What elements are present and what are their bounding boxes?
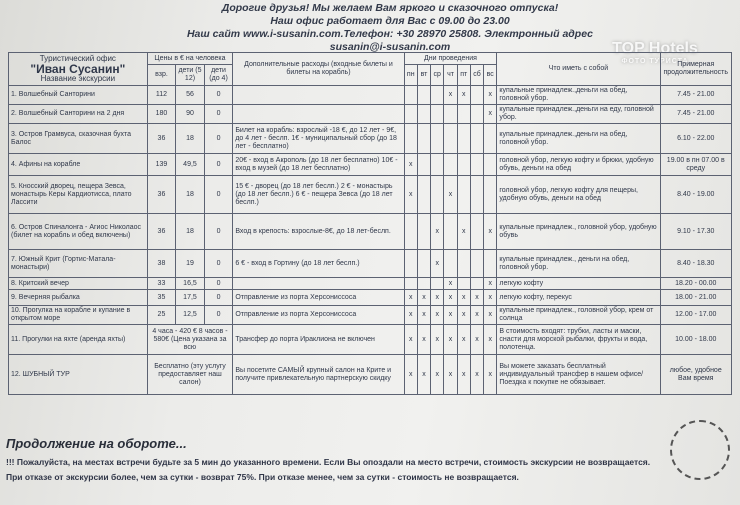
day-mark-cell: x [484, 214, 497, 250]
day-mark-cell: x [484, 290, 497, 306]
price-infant-cell: 0 [204, 278, 233, 290]
price-cell: 4 часа - 420 € 8 часов - 580€ (Цена указана за всю [147, 325, 233, 355]
footer-note-arrival: !!! Пожалуйста, на местах встречи будьте за 5 мин до указанного времени. Если Вы опоздали на место встречи, стоимость экскурсии не возвращается. [6, 457, 651, 467]
day-mark-cell [431, 278, 444, 290]
day-mark-cell: x [404, 290, 417, 306]
day-mark-cell: x [470, 306, 483, 325]
day-mark-cell [470, 124, 483, 154]
price-adult-cell: 25 [147, 306, 176, 325]
day-sun: вс [484, 65, 497, 86]
day-wed: ср [431, 65, 444, 86]
extra-costs-cell [233, 278, 404, 290]
day-mark-cell [484, 250, 497, 278]
table-row [9, 306, 732, 325]
excursion-name-cell: 12. ШУБНЫЙ ТУР [9, 355, 148, 395]
day-mark-cell [417, 176, 430, 214]
day-mark-cell [470, 250, 483, 278]
day-mark-cell: x [484, 306, 497, 325]
duration-cell: 19.00 в пн 07.00 в среду [660, 154, 731, 176]
price-adult-cell: 112 [147, 86, 176, 105]
day-mark-cell [417, 124, 430, 154]
price-child-cell: 18 [176, 176, 205, 214]
day-mark-cell: x [444, 86, 457, 105]
duration-cell: 18.00 - 21.00 [660, 290, 731, 306]
excursion-name-cell: 11. Прогулки на яхте (аренда яхты) [9, 325, 148, 355]
price-child-cell: 49,5 [176, 154, 205, 176]
bring-header: Что иметь с собой [497, 53, 660, 86]
day-mark-cell: x [444, 290, 457, 306]
day-tue: вт [417, 65, 430, 86]
excursion-name-cell: 9. Вечерняя рыбалка [9, 290, 148, 306]
price-infant-cell: 0 [204, 124, 233, 154]
day-mark-cell: x [404, 176, 417, 214]
day-mark-cell [417, 250, 430, 278]
header-hours: Наш офис работает для Вас с 09.00 до 23.00 [270, 15, 510, 27]
excursions-table [8, 52, 732, 395]
day-mark-cell: x [457, 325, 470, 355]
day-mark-cell: x [431, 214, 444, 250]
day-mon: пн [404, 65, 417, 86]
extra-costs-cell: Трансфер до порта Ираклиона не включен [233, 325, 404, 355]
watermark-brand: TOP Hotels [612, 40, 698, 57]
table-row [9, 124, 732, 154]
price-infant-cell: 0 [204, 306, 233, 325]
price-adult-cell: 36 [147, 124, 176, 154]
duration-cell: 18.20 - 00.00 [660, 278, 731, 290]
header-contacts: Наш сайт www.i-susanin.com.Телефон: +30 28970 25808. Электронный адрес susanin@i-susanin.com [186, 28, 594, 53]
office-name: "Иван Сусанин" [30, 62, 126, 76]
day-mark-cell [444, 124, 457, 154]
excursion-name-cell: 4. Афины на корабле [9, 154, 148, 176]
office-cell [9, 53, 148, 86]
excursion-name-cell: 8. Критский вечер [9, 278, 148, 290]
extra-costs-cell: Вы посетите САМЫЙ крупный салон на Крите и получите привлекательную партнерскую скидку [233, 355, 404, 395]
day-mark-cell [470, 86, 483, 105]
extra-costs-cell: 6 € - вход в Гортину (до 18 лет беслп.) [233, 250, 404, 278]
duration-cell: 8.40 - 19.00 [660, 176, 731, 214]
day-mark-cell: x [484, 105, 497, 124]
day-mark-cell [404, 278, 417, 290]
price-adult-cell: 180 [147, 105, 176, 124]
table-body [9, 86, 732, 395]
day-mark-cell [484, 124, 497, 154]
day-mark-cell [431, 86, 444, 105]
day-mark-cell [404, 124, 417, 154]
price-infant-cell: 0 [204, 86, 233, 105]
price-child-cell: 56 [176, 86, 205, 105]
day-mark-cell [431, 176, 444, 214]
child2-header: дети (до 4) [204, 65, 233, 86]
day-mark-cell [457, 250, 470, 278]
extra-costs-cell: Билет на корабль: взрослый -18 €, до 12 лет - 9€, до 4 лет - беслп. 1€ - муниципальный сбор (до 18 лет - бесплатно) [233, 124, 404, 154]
extra-costs-cell: Отправление из порта Херсониссоса [233, 306, 404, 325]
day-mark-cell [417, 154, 430, 176]
day-mark-cell [457, 105, 470, 124]
price-adult-cell: 35 [147, 290, 176, 306]
day-mark-cell [444, 214, 457, 250]
day-mark-cell: x [457, 290, 470, 306]
price-adult-cell: 33 [147, 278, 176, 290]
table-row [9, 290, 732, 306]
price-adult-cell: 139 [147, 154, 176, 176]
price-child-cell: 19 [176, 250, 205, 278]
excursion-name-cell: 1. Волшебный Санторини [9, 86, 148, 105]
excursion-name-cell: 7. Южный Крит (Гортис-Матала-монастыри) [9, 250, 148, 278]
price-infant-cell: 0 [204, 176, 233, 214]
day-mark-cell [457, 278, 470, 290]
price-adult-cell: 38 [147, 250, 176, 278]
day-mark-cell [470, 214, 483, 250]
adult-header: взр. [147, 65, 176, 86]
price-infant-cell: 0 [204, 105, 233, 124]
day-mark-cell [404, 214, 417, 250]
day-mark-cell [444, 105, 457, 124]
day-mark-cell [404, 250, 417, 278]
day-mark-cell [417, 105, 430, 124]
bring-cell: В стоимость входят: трубки, ласты и маски, снасти для морской рыбалки, фрукты и вода, полотенца. [497, 325, 660, 355]
bring-cell: купальные принадлеж., головной убор, крем от солнца [497, 306, 660, 325]
table-row [9, 154, 732, 176]
child1-header: дети (5 12) [176, 65, 205, 86]
duration-header: Примерная продолжительность [660, 53, 731, 86]
duration-cell: 7.45 - 21.00 [660, 86, 731, 105]
day-mark-cell: x [444, 355, 457, 395]
price-infant-cell: 0 [204, 214, 233, 250]
duration-cell: 6.10 - 22.00 [660, 124, 731, 154]
excursion-name-cell: 10. Прогулка на корабле и купание в открытом море [9, 306, 148, 325]
day-mark-cell: x [470, 325, 483, 355]
day-fri: пт [457, 65, 470, 86]
header [180, 2, 600, 54]
duration-cell: 7.45 - 21.00 [660, 105, 731, 124]
footer-title: Продолжение на обороте... [6, 436, 187, 451]
day-mark-cell [417, 214, 430, 250]
office-label: Туристический офис [39, 54, 116, 63]
table-row [9, 86, 732, 105]
header-greeting: Дорогие друзья! Мы желаем Вам яркого и сказочного отпуска! [221, 2, 559, 14]
day-mark-cell: x [484, 325, 497, 355]
day-mark-cell: x [431, 306, 444, 325]
day-mark-cell: x [431, 250, 444, 278]
sun-stamp [670, 420, 730, 480]
day-mark-cell: x [404, 306, 417, 325]
extra-costs-cell [233, 105, 404, 124]
footer-note-refund: При отказе от экскурсии более, чем за сутки - возврат 75%. При отказе менее, чем за сутки - стоимость не возвращается. [6, 472, 519, 482]
day-mark-cell [431, 105, 444, 124]
bring-cell: легкую кофту, перекус [497, 290, 660, 306]
day-mark-cell: x [417, 355, 430, 395]
day-mark-cell [484, 154, 497, 176]
table-row [9, 214, 732, 250]
day-mark-cell [417, 278, 430, 290]
day-mark-cell: x [484, 278, 497, 290]
table-row [9, 176, 732, 214]
price-infant-cell: 0 [204, 250, 233, 278]
duration-cell: 10.00 - 18.00 [660, 325, 731, 355]
day-mark-cell [470, 105, 483, 124]
table-row [9, 325, 732, 355]
day-mark-cell: x [444, 306, 457, 325]
day-mark-cell [470, 278, 483, 290]
duration-cell: 12.00 - 17.00 [660, 306, 731, 325]
day-mark-cell: x [470, 355, 483, 395]
bring-cell: головной убор, легкую кофту и брюки, удобную обувь, деньги на обед [497, 154, 660, 176]
prices-header: Цены в € на человека [147, 53, 233, 65]
bring-cell: купальные принадлеж.,деньги на обед, головной убор. [497, 86, 660, 105]
day-mark-cell: x [431, 355, 444, 395]
day-mark-cell: x [444, 325, 457, 355]
day-mark-cell [431, 124, 444, 154]
price-child-cell: 12,5 [176, 306, 205, 325]
price-child-cell: 17,5 [176, 290, 205, 306]
day-mark-cell: x [484, 355, 497, 395]
day-mark-cell: x [404, 154, 417, 176]
extra-costs-cell: Отправление из порта Херсониссоса [233, 290, 404, 306]
day-mark-cell: x [404, 355, 417, 395]
day-mark-cell: x [431, 325, 444, 355]
day-mark-cell [404, 86, 417, 105]
bring-cell: купальные принадлеж.,деньги на обед, головной убор. [497, 124, 660, 154]
day-mark-cell: x [457, 86, 470, 105]
day-thu: чт [444, 65, 457, 86]
day-mark-cell [417, 86, 430, 105]
extra-costs-cell [233, 86, 404, 105]
bring-cell: легкую кофту [497, 278, 660, 290]
day-mark-cell: x [404, 325, 417, 355]
price-child-cell: 18 [176, 124, 205, 154]
day-mark-cell [444, 154, 457, 176]
extra-costs-cell: 20€ - вход в Акрополь (до 18 лет бесплатно) 10€ - вход в музей (до 18 лет бесплатно) [233, 154, 404, 176]
excursion-name-cell: 3. Остров Грамвуса, сказочная бухта Балос [9, 124, 148, 154]
day-mark-cell: x [457, 355, 470, 395]
excursion-name-cell: 2. Волшебный Санторини на 2 дня [9, 105, 148, 124]
bring-cell: головной убор, легкую кофту для пещеры, удобную обувь, деньги на обед [497, 176, 660, 214]
day-mark-cell: x [470, 290, 483, 306]
price-infant-cell: 0 [204, 154, 233, 176]
bring-cell: купальные принадлеж., деньги на обед, головной убор. [497, 250, 660, 278]
extra-costs-cell: 15 € - дворец (до 18 лет беслп.) 2 € - монастырь (до 18 лет беслп.) 6 € - пещера Зевса (до 18 лет беслп.) [233, 176, 404, 214]
price-adult-cell: 36 [147, 176, 176, 214]
price-child-cell: 18 [176, 214, 205, 250]
day-mark-cell [431, 154, 444, 176]
excursion-name-cell: 6. Остров Спиналонга - Агиос Николаос (билет на корабль и обед включены) [9, 214, 148, 250]
day-mark-cell: x [457, 214, 470, 250]
extra-header: Дополнительные расходы (входные билеты и билеты на корабль) [233, 53, 404, 86]
day-mark-cell: x [444, 278, 457, 290]
day-mark-cell [457, 124, 470, 154]
duration-cell: 8.40 - 18.30 [660, 250, 731, 278]
day-mark-cell: x [444, 176, 457, 214]
extra-costs-cell: Вход в крепость: взрослые-8€, до 18 лет-беслп. [233, 214, 404, 250]
watermark-sub: ФОТО ТУРИСТА [621, 58, 689, 65]
day-mark-cell: x [457, 306, 470, 325]
price-child-cell: 90 [176, 105, 205, 124]
price-cell: Бесплатно (эту услугу предоставляет наш салон) [147, 355, 233, 395]
bring-cell: купальные принадлеж.,деньги на еду, головной убор. [497, 105, 660, 124]
day-mark-cell [404, 105, 417, 124]
excursion-label: Название экскурсии [40, 74, 116, 83]
price-infant-cell: 0 [204, 290, 233, 306]
day-mark-cell: x [431, 290, 444, 306]
price-child-cell: 16,5 [176, 278, 205, 290]
table-row [9, 355, 732, 395]
day-mark-cell: x [417, 325, 430, 355]
days-header: Дни проведения [404, 53, 497, 65]
duration-cell: любое, удобное Вам время [660, 355, 731, 395]
day-mark-cell [457, 154, 470, 176]
bring-cell: Вы можете заказать бесплатный индивидуальный трансфер в нашем офисе/ Поездка к покупке не обязывает. [497, 355, 660, 395]
table-row [9, 105, 732, 124]
day-mark-cell: x [417, 290, 430, 306]
day-mark-cell [470, 154, 483, 176]
excursion-name-cell: 5. Кносский дворец, пещера Зевса, монастырь Керы Кардиотисса, плато Лассити [9, 176, 148, 214]
duration-cell: 9.10 - 17.30 [660, 214, 731, 250]
table-header-row [9, 53, 732, 65]
table-row [9, 250, 732, 278]
table-row [9, 278, 732, 290]
day-mark-cell [470, 176, 483, 214]
day-mark-cell [457, 176, 470, 214]
day-mark-cell [444, 250, 457, 278]
day-sat: сб [470, 65, 483, 86]
day-mark-cell: x [417, 306, 430, 325]
price-adult-cell: 36 [147, 214, 176, 250]
day-mark-cell: x [484, 86, 497, 105]
bring-cell: купальные принадлеж., головной убор, удобную обувь [497, 214, 660, 250]
day-mark-cell [484, 176, 497, 214]
